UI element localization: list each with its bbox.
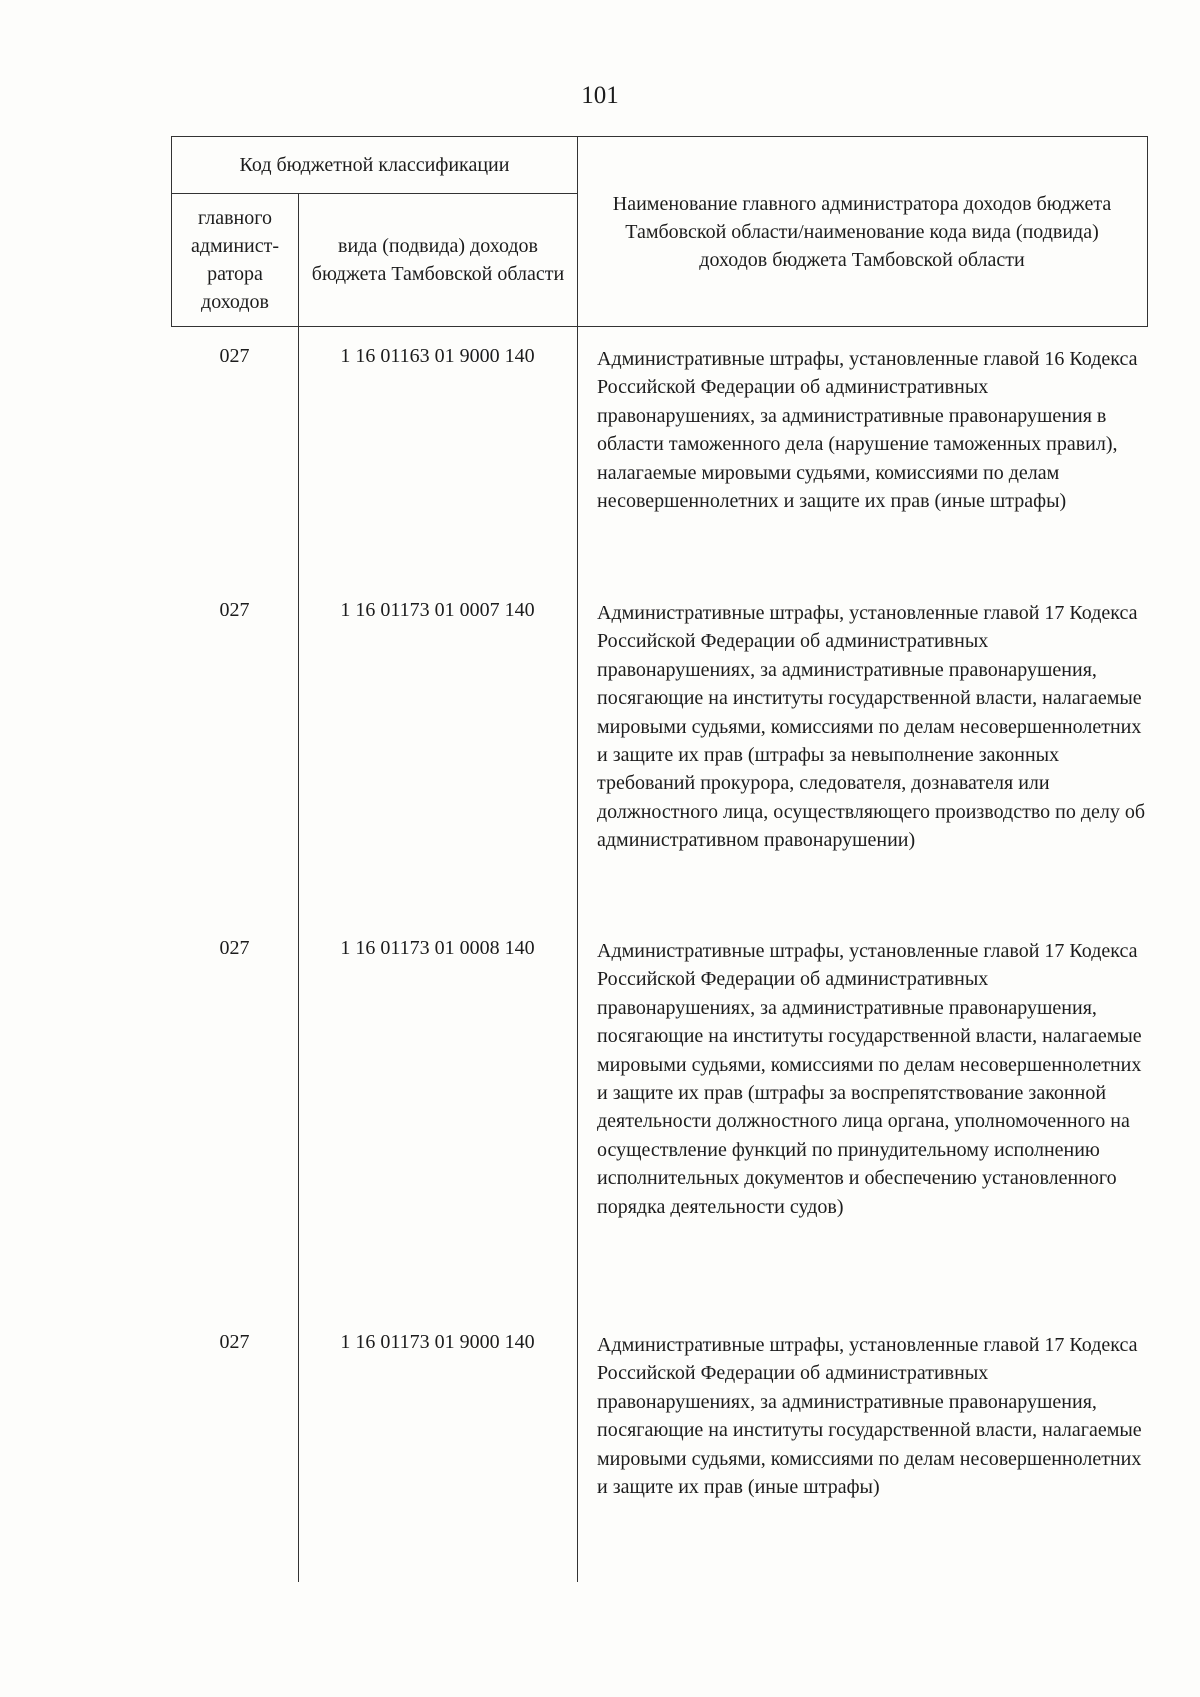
- cell-income-code: 1 16 01173 01 0007 140: [340, 599, 535, 621]
- table-header: [171, 136, 1148, 327]
- header-main-administrator: главного админист-ратора доходов: [172, 194, 299, 326]
- cell-income-name: Административные штрафы, установленные главой 17 Кодекса Российской Федерации об административных правонарушениях, за административные правонарушения, посягающие на институты государственной власти, налагаемые мировыми судьями, комиссиями по делам несовершеннолетних и защите их прав (иные штрафы): [597, 1334, 1142, 1499]
- header-income-type: вида (подвида) доходов бюджета Тамбовской области: [299, 194, 578, 326]
- cell-income-name: Административные штрафы, установленные главой 16 Кодекса Российской Федерации об административных правонарушениях, за административные правонарушения в области таможенного дела (нарушение таможенных правил), налагаемые мировыми судьями, комиссиями по делам несовершеннолетних и защите их прав (иные штрафы): [597, 348, 1138, 513]
- cell-income-code: 1 16 01163 01 9000 140: [340, 345, 535, 367]
- cell-income-name: Административные штрафы, установленные главой 17 Кодекса Российской Федерации об административных правонарушениях, за административные правонарушения, посягающие на институты государственной власти, налагаемые мировыми судьями, комиссиями по делам несовершеннолетних и защите их прав (штрафы за воспрепятствование законной деятельности должностного лица органа, уполномоченного на осуществление функций по принудительному исполнению исполнительных документов и обеспечению установленного порядка деятельности судов): [597, 940, 1142, 1218]
- cell-admin-code: 027: [219, 345, 250, 367]
- cell-income-code: 1 16 01173 01 9000 140: [340, 1331, 535, 1353]
- header-budget-classification-code: Код бюджетной классификации: [172, 137, 578, 194]
- page-number: 101: [581, 82, 619, 109]
- header-name: Наименование главного администратора доходов бюджета Тамбовской области/наименование кода вида (подвида) доходов бюджета Тамбовской области: [612, 192, 1112, 271]
- cell-income-code: 1 16 01173 01 0008 140: [340, 937, 535, 959]
- cell-income-name: Административные штрафы, установленные главой 17 Кодекса Российской Федерации об административных правонарушениях, за административные правонарушения, посягающие на институты государственной власти, налагаемые мировыми судьями, комиссиями по делам несовершеннолетних и защите их прав (штрафы за невыполнение законных требований прокурора, следователя, дознавателя или должностного лица, осуществляющего производство по делу об административном правонарушении): [597, 602, 1146, 852]
- cell-admin-code: 027: [219, 937, 250, 959]
- column-divider-2: [577, 327, 578, 1582]
- cell-admin-code: 027: [219, 1331, 250, 1353]
- cell-admin-code: 027: [219, 599, 250, 621]
